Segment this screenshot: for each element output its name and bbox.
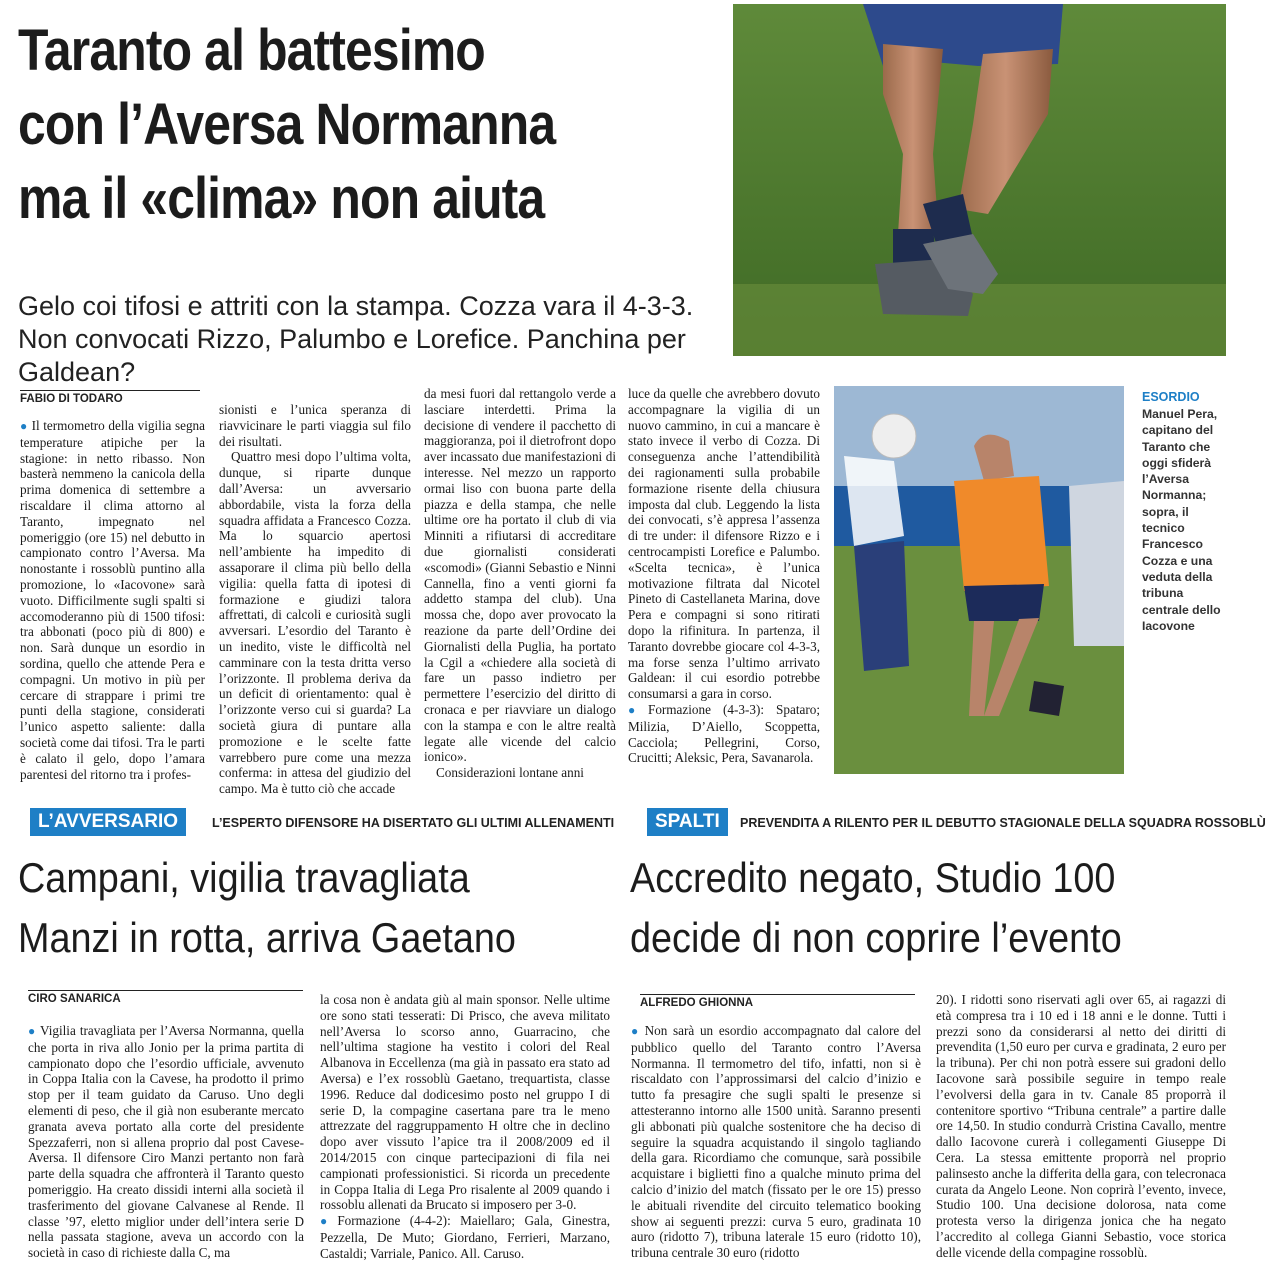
right-column-2: 20). I ridotti sono riservati agli over 65, ai ragazzi di età compresa tra i 10 ed i 18 anni e le donne. Tutti i prezzi sono da considerarsi al netto dei diritti di prevendita (1,50 euro per curva e gradinata, 2 euro per la tribuna). Per chi non potrà essere sui gradoni dello Iacovone sarà possibile seguire in tempo reale l’evolversi della gara in tv. Canale 85 proporrà il contenitore sportivo “Tribuna centrale” a partire dalle ore 14,50. In studio condurrà Cristina Cavallo, mentre dallo Iacovone curerà i collegamenti Giuseppe Di Cera. La stessa emittente proporrà nel proprio palinsesto anche la differita della gara, con telecronaca curata da Angelo Leone. Non coprirà l’evento, invece, Studio 100. Una decisione dolorosa, nata come protesta verso la dirigenza jonica che ha negato l’accredito al collega Gianni Sebastio, voce storica delle vicende della compagine rossoblù. <box>936 992 1226 1260</box>
caption-title: ESORDIO <box>1142 390 1200 404</box>
main-column-4: luce da quelle che avrebbero dovuto accompagnare la vigilia di un nuovo cammino, in cui a mancare è stato invece il verbo di Cozza. Di conseguenza anche l’attendibilità dei ragionamenti sulla probabile formazione risente della chiusura imposta dal club. Leggendo la lista dei convocati, s’è appresa l’assenza di tre under: il difensore Rizzo e i centrocampisti Lorefice e Palumbo. «Scelta tecnica», è l’unica motivazione filtrata dal Nicotel Pineto di Castellaneta Marina, dove Pera e compagni si sono ritirati dopo la rifinitura. In partenza, il Taranto dovrebbe giocare col 4-3-3, ma forse senza l’ultimo arrivato Galdean: il cui esordio potrebbe consumarsi a gara in corso. ● Formazione (4-3-3): Spataro; Milizia, D’Aiello, Scoppetta, Cacciola; Pellegrini, Corso, Crucitti; Aleksic, Pera, Savanarola. <box>628 386 820 766</box>
main-headline <box>18 14 630 236</box>
photo-caption: Manuel Pera, capitano del Taranto che oggi sfiderà l’Aversa Normanna; sopra, il tecnico Francesco Cozza e una veduta della tribuna centrale dello Iacovone <box>1142 407 1221 633</box>
right-column-1: ● Non sarà un esordio accompagnato dal calore del pubblico quello del Taranto contro l’Aversa Normanna. Il termometro del tifo, infatti, non si è riscaldato con l’approssimarsi del calcio d’inizio e tutto fa presagire che sugli spalti le presenze si attesteranno intorno alle 1500 unità. Saranno presenti gli abbonati più qualche sostenitore che ha deciso di seguire la squadra acquistando il singolo tagliando della gara. Ricordiamo che comunque, sarà possibile acquistare i biglietti fino a qualche minuto prima del calcio d’inizio del match (fissato per le ore 15) presso le abituali rivendite del circuito telematico booking show ai seguenti prezzi: curva 5 euro, gradinata 10 auro (ridotto 7), tribuna laterale 15 euro (ridotto 10), tribuna centrale 30 euro (ridotto <box>631 1023 921 1261</box>
right-kicker: PREVENDITA A RILENTO PER IL DEBUTTO STAGIONALE DELLA SQUADRA ROSSOBLÙ <box>740 816 1266 830</box>
right-headline <box>630 848 1122 968</box>
headline-line: Manzi in rotta, arriva Gaetano <box>18 914 516 961</box>
main-column-2: sionisti e l’unica speranza di riavvicinare le parti viaggia sul filo dei risultati. Quattro mesi dopo l’ultima volta, dunque, si riparte dunque dall’Aversa: un avversario abbordabile, vista la forza della squadra affidata a Francesco Cozza. Ma lo squarcio apertosi nell’ambiente ha impedito di assaporare il clima più bello della vigilia: quella fatta di ipotesi di formazione e giudizi talora affrettati, di calcoli e curiosità sugli avversari. L’esordio del Taranto è un inedito, viste le difficoltà nel camminare con la testa dritta verso l’orizzonte. Il problema deriva da un deficit di orientamento: qual è l’orizzonte verso cui si guarda? La società giura di puntare alla promozione e le scelte fatte varrebbero pure come una mezza conferma: in attesa del giudizio del campo. Ma è tutto ciò che accade <box>219 402 411 797</box>
headline-line: Taranto al battesimo <box>18 18 485 83</box>
bullet-icon: ● <box>20 419 28 433</box>
bullet-icon: ● <box>28 1024 36 1038</box>
player-training-photo <box>834 386 1124 774</box>
headline-line: ma il «clima» non aiuta <box>18 166 545 231</box>
headline-line: decide di non coprire l’evento <box>630 914 1122 961</box>
headline-line: Accredito negato, Studio 100 <box>630 854 1116 901</box>
main-byline: FABIO DI TODARO <box>20 390 200 405</box>
right-byline: ALFREDO GHIONNA <box>640 994 915 1009</box>
section-tag-spalti: SPALTI <box>647 808 728 836</box>
main-column-1: ● Il termometro della vigilia segna temperature atipiche per la stagione: in netto ribasso. Non basterà nemmeno la canicola della prima domenica di settembre a riscaldare il clima attorno al Taranto, impegnato nel pomeriggio (ore 15) nel debutto in campionato contro l’Aversa. Ma nonostante i rossoblù puntino alla promozione, lo «Iacovone» sarà vuoto. Difficilmente sugli spalti si accomoderanno più di 1500 tifosi: tra abbonati (poco più di 800) e non. Sarà dunque un esordio in sordina, quello che attende Pera e compagni. Un motivo in più per cercare di strappare i primi tre punti della stagione, considerati l’unico aspetto saliente: dalla società come dai tifosi. Tra le parti è calato il gelo, dopo l’amara parentesi del ritorno tra i profes- <box>20 418 205 782</box>
left-headline <box>18 848 516 968</box>
headline-line: con l’Aversa Normanna <box>18 92 556 157</box>
left-kicker: L’ESPERTO DIFENSORE HA DISERTATO GLI ULTIMI ALLENAMENTI <box>212 816 615 830</box>
bullet-icon: ● <box>631 1024 641 1038</box>
coach-legs-photo <box>733 4 1226 356</box>
main-column-3: da mesi fuori dal rettangolo verde a lasciare interdetti. Prima la decisione di vendere il pacchetto di maggioranza, poi il dietrofront dopo aver incassato due manifestazioni di interesse. Nel mezzo un rapporto ormai liso con buona parte della piazza e della stampa, che nelle ultime ore ha portato il club di via Minniti a rifiutarsi di accreditare due giornalisti considerati «scomodi» (Gianni Sebastio e Ninni Cannella, fino a venti giorni fa addetto stampa del club). Una mossa che, dopo aver provocato la reazione da parte dell’Ordine dei Giornalisti della Puglia, ha portato la Cgil a «chiedere alla società di fare un passo indietro per permettere l’esercizio del diritto di cronaca e per riavviare un dialogo con la stampa e con le altre realtà legate alle vicende del calcio ionico». Considerazioni lontane anni <box>424 386 616 781</box>
headline-line: Campani, vigilia travagliata <box>18 854 470 901</box>
left-byline: CIRO SANARICA <box>28 990 303 1005</box>
left-column-2: la cosa non è andata giù al main sponsor. Nelle ultime ore sono stati tesserati: Di Prisco, che aveva militato nell’Aversa lo scorso anno, Guarracino, che nell’ultima stagione ha vestito i colori del Real Albanova in Eccellenza (ma già in passato era stato ad Aversa) e l’ex rossoblù Gaetano, trequartista, classe 1996. Reduce dal dodicesimo posto nel gruppo I di serie D, la compagine casertana pare tra le meno attrezzate del raggruppamento H oltre che in declino dopo aver vissuto l’apice tra il 2008/2009 ed il 2014/2015 con cinque partecipazioni di fila nei campionati professionistici. Si ricorda un precedente in Coppa Italia di Lega Pro risalente al 2009 quando i rossoblu allenati da Brucato si imposero per 3-0. ● Formazione (4-4-2): Maiellaro; Gala, Ginestra, Pezzella, De Muto; Giordano, Ferrieri, Marzano, Castaldi; Varriale, Panico. All. Caruso. <box>320 992 610 1261</box>
left-column-1: ● Vigilia travagliata per l’Aversa Normanna, quella che porta in riva allo Jonio per la prima partita di campionato dopo che l’esordio ufficiale, avvenuto in Coppa Italia con la Cavese, ha prodotto il primo stop per il team guidato da Caruso. Uno degli elementi di peso, che il già non esuberante mercato granata aveva portato alla corte del presidente Spezzaferri, non si allena proprio dal post Cavese-Aversa. Il difensore Ciro Manzi pertanto non farà parte della squadra che affronterà il Taranto questo pomeriggio. Ha creato dissidi interni alla società il trasferimento del giovane Calvanese al Rende. Il classe ’97, eletto miglior under dell’intera serie D nella passata stagione, aveva un accordo con la società in caso di richieste dalla C, ma <box>28 1023 304 1261</box>
bullet-icon: ● <box>320 1214 334 1229</box>
section-tag-avversario: L’AVVERSARIO <box>30 808 186 836</box>
bullet-icon: ● <box>628 702 644 717</box>
main-subhead: Gelo coi tifosi e attriti con la stampa. Cozza vara il 4-3-3. Non convocati Rizzo, Palumbo e Lorefice. Panchina per Galdean? <box>18 291 694 387</box>
